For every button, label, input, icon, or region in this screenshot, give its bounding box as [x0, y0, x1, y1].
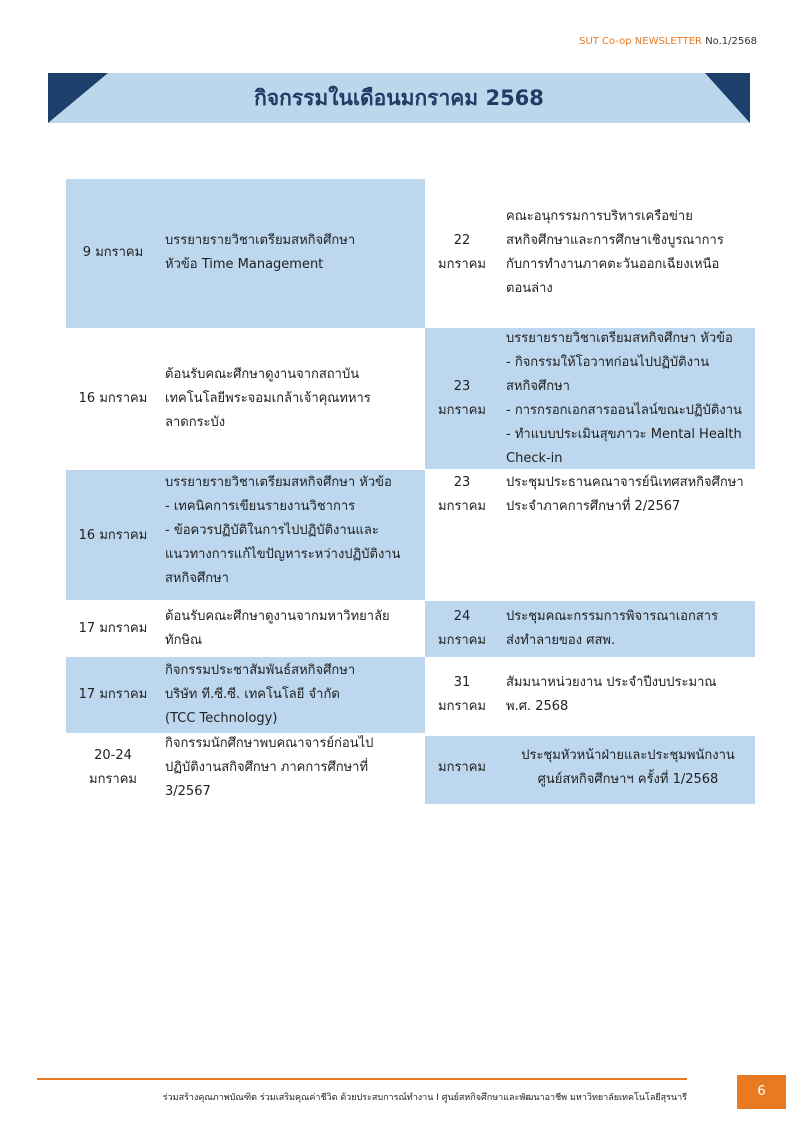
event-description: บรรยายรายวิชาเตรียมสหกิจศึกษา หัวข้อ Time Management — [165, 233, 356, 272]
event-date: 17 มกราคม — [78, 687, 148, 702]
event-date: 9 มกราคม — [82, 245, 144, 260]
publication-name: SUT Co-op NEWSLETTER — [579, 36, 703, 47]
event-date: 20-24 มกราคม — [89, 748, 137, 787]
issue-number: No.1/2568 — [705, 36, 757, 47]
event-description: คณะอนุกรรมการบริหารเครือข่าย สหกิจศึกษาและการศึกษาเชิงบูรณาการ กับการทำงานภาคตะวันออกเฉียงเหนือ ตอนล่าง — [506, 209, 724, 296]
event-date: 16 มกราคม — [78, 391, 148, 406]
event-description: ต้อนรับคณะศึกษาดูงานจากมหาวิทยาลัย ทักษิณ — [165, 609, 390, 648]
footer-tagline: ร่วมสร้างคุณภาพบัณฑิต ร่วมเสริมคุณค่าชีวิต ด้วยประสบการณ์ทำงาน I ศูนย์สหกิจศึกษาและพัฒนาอาชีพ มหาวิทยาลัยเทคโนโลยีสุรนารี — [162, 1093, 687, 1103]
footer-divider — [37, 1078, 687, 1080]
event-date: 23 มกราคม — [438, 379, 486, 418]
event-description: กิจกรรมนักศึกษาพบคณาจารย์ก่อนไป ปฏิบัติงานสกิจศึกษา ภาคการศึกษาที่ 3/2567 — [165, 736, 374, 799]
event-description: ประชุมคณะกรรมการพิจารณาเอกสาร ส่งทำลายของ ศสพ. — [506, 609, 719, 648]
event-date: 23 มกราคม — [438, 475, 486, 514]
event-description: ต้อนรับคณะศึกษาดูงานจากสถาบัน เทคโนโลยีพระจอมเกล้าเจ้าคุณทหาร ลาดกระบัง — [165, 367, 371, 430]
page-number: 6 — [737, 1075, 786, 1109]
event-date: 31 มกราคม — [438, 675, 486, 714]
event-description: ประชุมประธานคณาจารย์นิเทศสหกิจศึกษา ประจำภาคการศึกษาที่ 2/2567 — [506, 475, 744, 514]
event-description: บรรยายรายวิชาเตรียมสหกิจศึกษา หัวข้อ - กิจกรรมให้โอวาทก่อนไปปฏิบัติงาน สหกิจศึกษา - การกรอกเอกสารออนไลน์ขณะปฏิบัติงาน - ทำแบบประเมินสุขภาวะ Mental Health Check-in — [506, 331, 742, 466]
event-date: 16 มกราคม — [78, 528, 148, 543]
event-date: มกราคม — [438, 760, 486, 775]
event-date: 17 มกราคม — [78, 621, 148, 636]
newsletter-header — [579, 36, 757, 47]
title-banner — [48, 73, 750, 123]
event-description: สัมมนาหน่วยงาน ประจำปีงบประมาณ พ.ศ. 2568 — [506, 675, 717, 714]
event-description: บรรยายรายวิชาเตรียมสหกิจศึกษา หัวข้อ - เทคนิคการเขียนรายงานวิชาการ - ข้อควรปฏิบัติในการไปปฏิบัติงานและ แนวทางการแก้ไขปัญหาระหว่างปฏิบัติงาน สหกิจศึกษา — [165, 475, 401, 586]
event-description: ประชุมหัวหน้าฝ่ายและประชุมพนักงาน ศูนย์สหกิจศึกษาฯ ครั้งที่ 1/2568 — [521, 748, 735, 787]
page-title: กิจกรรมในเดือนมกราคม 2568 — [254, 86, 544, 110]
event-date: 24 มกราคม — [438, 609, 486, 648]
event-date: 22 มกราคม — [438, 233, 486, 272]
event-description: กิจกรรมประชาสัมพันธ์สหกิจศึกษา บริษัท ที.ซี.ซี. เทคโนโลยี จำกัด (TCC Technology) — [165, 663, 356, 726]
